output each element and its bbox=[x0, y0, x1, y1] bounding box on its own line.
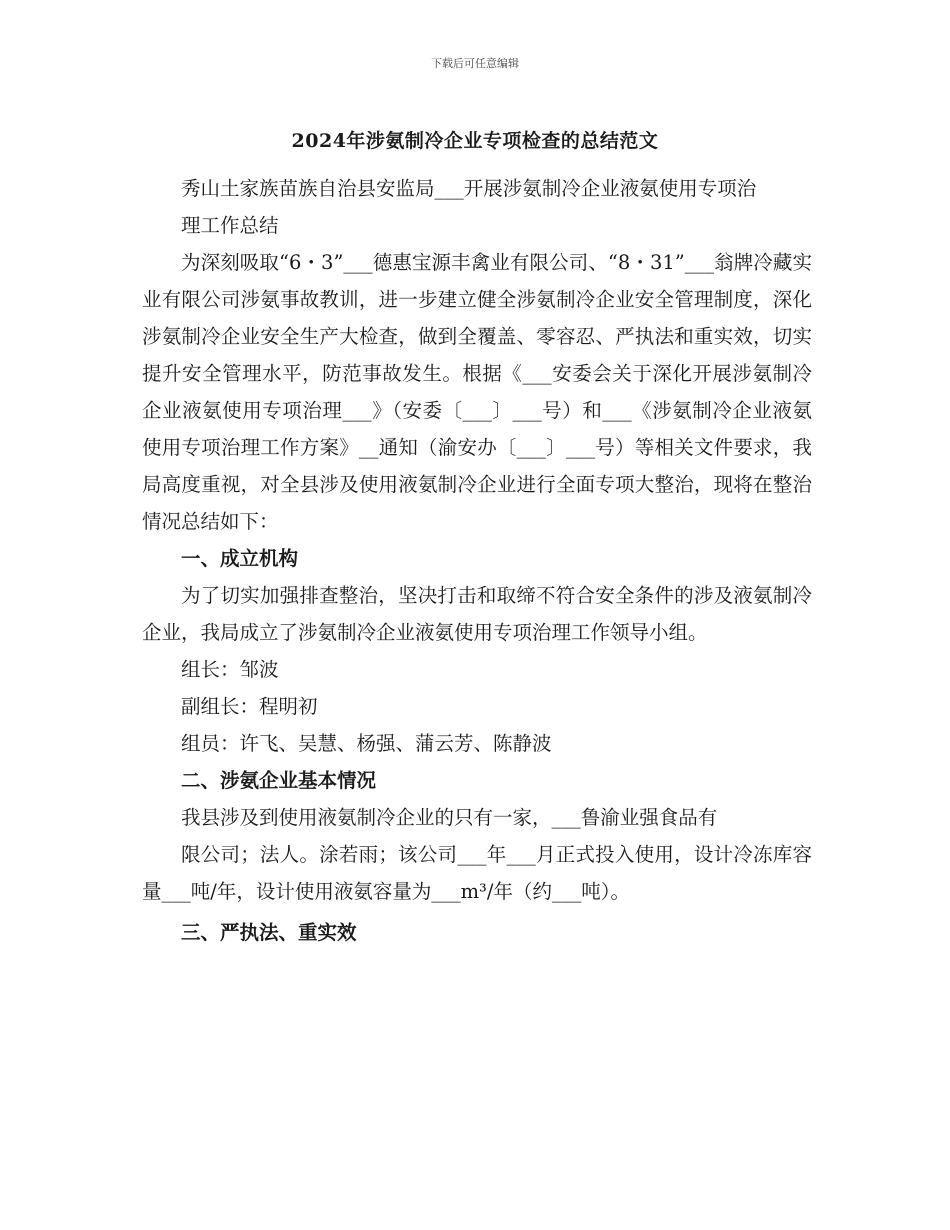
paragraph-background: 为深刻吸取“6・3”___德惠宝源丰禽业有限公司、“8・31”___翁牌冷藏实业有限公司涉氨事故教训，进一步建立健全涉氨制冷企业安全管理制度，深化涉氨制冷企业安全生产大检查，做到全覆盖、零容忍、严执法和重实效，切实提升安全管理水平，防范事故发生。根据《___安委会关于深化开展涉氨制冷企业液氨使用专项治理___》（安委〔___〕___号）和___《涉氨制冷企业液氨使用专项治理工作方案》__通知（渝安办〔___〕___号）等相关文件要求，我局高度重视，对全县涉及使用液氨制冷企业进行全面专项大整治，现将在整治情况总结如下： bbox=[142, 251, 812, 533]
section-heading-1: 一、成立机构 bbox=[181, 547, 299, 570]
paragraph-enterprise-1: 我县涉及到使用液氨制冷企业的只有一家，___鲁渝业强食品有 bbox=[181, 806, 718, 829]
paragraph-organization: 为了切实加强排查整治，坚决打击和取缔不符合安全条件的涉及液氨制冷企业，我局成立了涉氨制冷企业液氨使用专项治理工作领导小组。 bbox=[142, 584, 812, 644]
document-title: 2024年涉氨制冷企业专项检查的总结范文 bbox=[291, 130, 659, 152]
section-heading-2: 二、涉氨企业基本情况 bbox=[181, 769, 377, 792]
document-body bbox=[142, 170, 812, 951]
page-header: 下载后可任意编辑 bbox=[431, 57, 519, 70]
group-deputy-leader: 副组长：程明初 bbox=[181, 695, 318, 718]
section-heading-3: 三、严执法、重实效 bbox=[181, 921, 357, 944]
paragraph-enterprise-2: 限公司；法人。涂若雨；该公司___年___月正式投入使用，设计冷冻库容量___吨/年，设计使用液氨容量为___m³/年（约___吨）。 bbox=[142, 843, 812, 903]
intro-line-1: 秀山土家族苗族自治县安监局___开展涉氨制冷企业液氨使用专项治 bbox=[181, 177, 757, 200]
group-members: 组员：许飞、吴慧、杨强、蒲云芳、陈静波 bbox=[181, 732, 552, 755]
intro-line-2: 理工作总结 bbox=[181, 214, 279, 237]
group-leader: 组长：邹波 bbox=[181, 658, 279, 681]
